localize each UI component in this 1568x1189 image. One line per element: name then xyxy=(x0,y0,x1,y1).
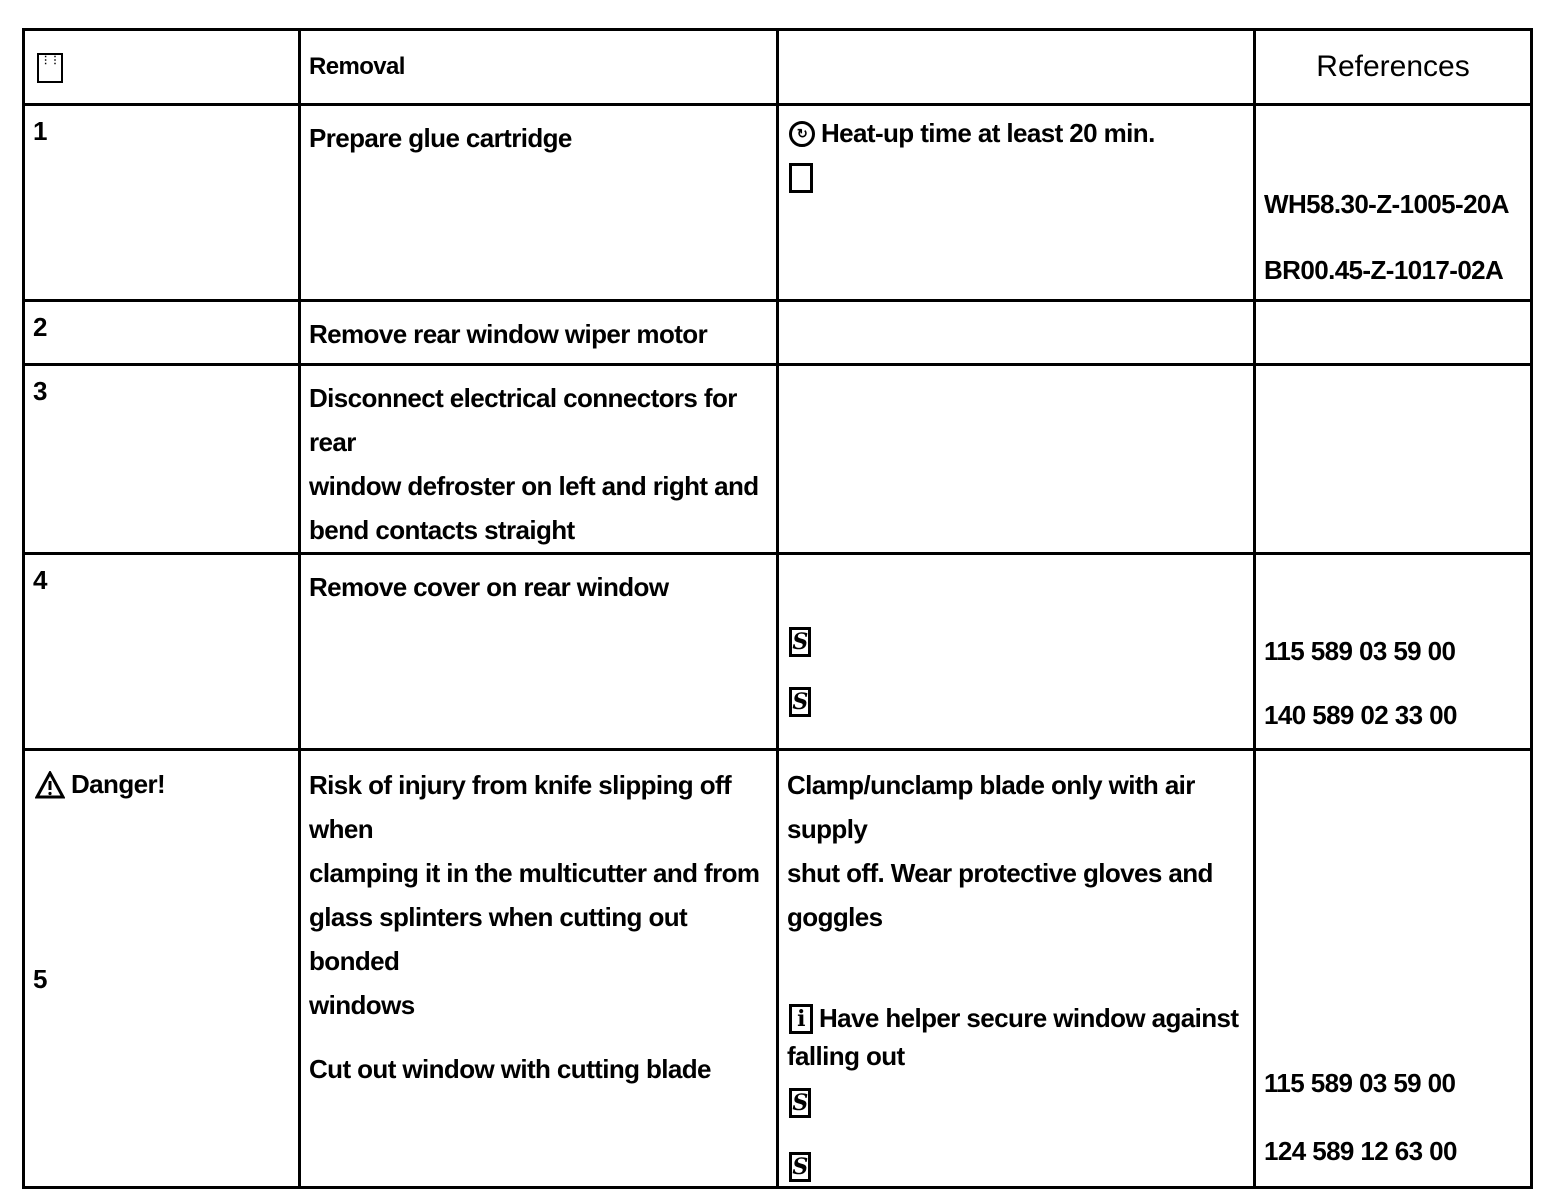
danger-label: Danger! xyxy=(71,769,166,799)
clock-icon: ↻ xyxy=(789,121,815,147)
step-number: 5 xyxy=(33,964,47,994)
step-cell xyxy=(24,365,300,554)
notes-header xyxy=(778,30,1255,105)
step-cell xyxy=(24,301,300,365)
action-cell xyxy=(300,105,778,301)
step-number: 2 xyxy=(33,312,47,342)
reference-code: BR00.45-Z-1017-02A xyxy=(1264,255,1504,285)
step-cell xyxy=(24,554,300,750)
action-cell xyxy=(300,750,778,1188)
note-text: Heat-up time at least 20 min. xyxy=(821,118,1155,148)
step-number: 3 xyxy=(33,376,47,406)
action-text: bend contacts straight xyxy=(309,515,575,545)
reference-cell xyxy=(1255,365,1532,554)
info-text: falling out xyxy=(787,1041,905,1071)
note-cell xyxy=(778,105,1255,301)
action-text: Cut out window with cutting blade xyxy=(309,1054,711,1084)
danger-note-text: shut off. Wear protective gloves and xyxy=(787,858,1213,888)
danger-text: windows xyxy=(309,990,415,1020)
action-text: Remove cover on rear window xyxy=(309,572,669,602)
warning-triangle-icon xyxy=(35,771,65,799)
note-cell xyxy=(778,750,1255,1188)
action-text: window defroster on left and right and xyxy=(309,471,759,501)
reference-code: WH58.30-Z-1005-20A xyxy=(1264,189,1509,219)
table-row xyxy=(24,750,1532,1188)
special-tool-icon: S xyxy=(789,1152,811,1182)
danger-text: glass splinters when cutting out bonded xyxy=(309,902,688,976)
header-symbol-cell xyxy=(24,30,300,105)
step-cell xyxy=(24,105,300,301)
procedure-table xyxy=(22,28,1533,1189)
reference-code: 124 589 12 63 00 xyxy=(1264,1136,1457,1166)
table-row xyxy=(24,365,1532,554)
table-row xyxy=(24,554,1532,750)
step-number: 1 xyxy=(33,116,47,146)
reference-code: 140 589 02 33 00 xyxy=(1264,700,1457,730)
table-row xyxy=(24,301,1532,365)
action-text: Remove rear window wiper motor xyxy=(309,319,708,349)
special-tool-icon: S xyxy=(789,687,811,717)
removal-header: Removal xyxy=(300,30,778,105)
step-cell xyxy=(24,750,300,1188)
reference-cell xyxy=(1255,301,1532,365)
danger-note-text: Clamp/unclamp blade only with air supply xyxy=(787,770,1195,844)
note-cell xyxy=(778,554,1255,750)
action-cell xyxy=(300,365,778,554)
step-number: 4 xyxy=(33,565,47,595)
reference-cell xyxy=(1255,750,1532,1188)
special-tool-icon: S xyxy=(789,627,811,657)
reference-cell xyxy=(1255,105,1532,301)
action-text: Disconnect electrical connectors for rear xyxy=(309,383,737,457)
references-header: References xyxy=(1255,30,1532,105)
danger-note-text: goggles xyxy=(787,902,883,932)
danger-text: clamping it in the multicutter and from xyxy=(309,858,760,888)
info-icon: i xyxy=(789,1004,813,1034)
grid-symbol-icon: ⋮⋮ xyxy=(37,53,63,83)
reference-code: 115 589 03 59 00 xyxy=(1264,1068,1456,1098)
note-cell xyxy=(778,301,1255,365)
action-cell xyxy=(300,301,778,365)
reference-code: 115 589 03 59 00 xyxy=(1264,636,1456,666)
action-cell xyxy=(300,554,778,750)
note-cell xyxy=(778,365,1255,554)
reference-cell xyxy=(1255,554,1532,750)
action-text: Prepare glue cartridge xyxy=(309,123,572,153)
manual-book-icon xyxy=(789,163,813,193)
header-row xyxy=(24,30,1532,105)
special-tool-icon: S xyxy=(789,1088,811,1118)
table-row xyxy=(24,105,1532,301)
danger-text: Risk of injury from knife slipping off when xyxy=(309,770,732,844)
info-text: Have helper secure window against xyxy=(819,1003,1239,1033)
